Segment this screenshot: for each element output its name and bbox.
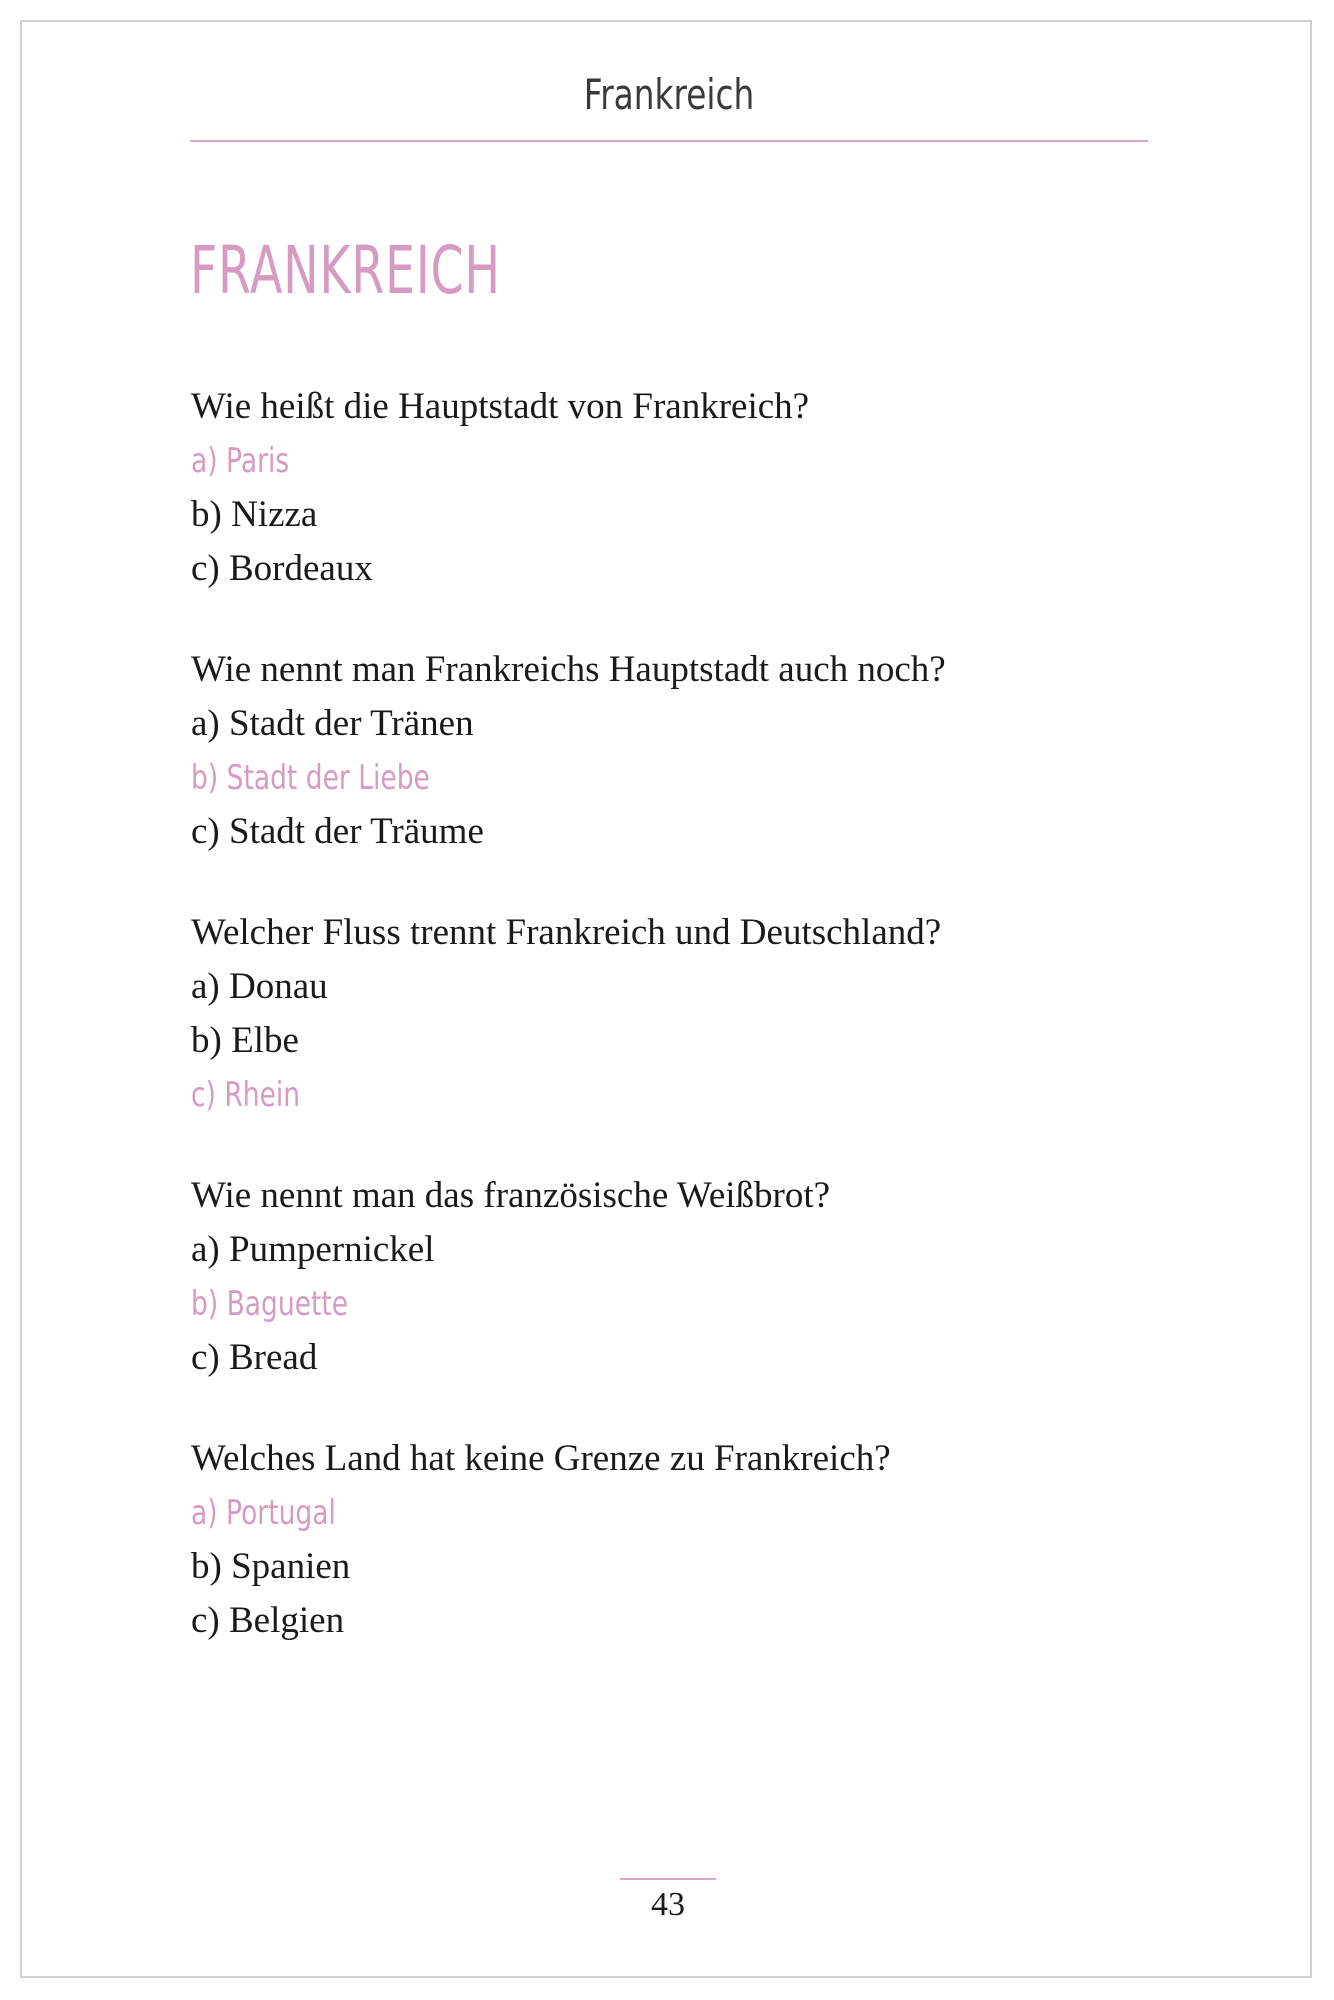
question-block — [191, 906, 1141, 1122]
question-block — [191, 643, 1141, 859]
correct-answer-option: a) Portugal — [191, 1493, 336, 1533]
answer-option: a) Stadt der Tränen — [191, 703, 474, 744]
question-text: Wie nennt man Frankreichs Hauptstadt auch noch? — [191, 649, 946, 690]
answer-option: a) Pumpernickel — [191, 1229, 435, 1270]
answer-option: c) Bread — [191, 1337, 318, 1378]
correct-answer-option: a) Paris — [191, 441, 290, 481]
answer-option: b) Spanien — [191, 1546, 351, 1587]
correct-answer-option: b) Baguette — [191, 1284, 349, 1324]
question-list — [191, 380, 1141, 1695]
answer-option: c) Stadt der Träume — [191, 811, 484, 852]
question-text: Welches Land hat keine Grenze zu Frankreich? — [191, 1438, 891, 1479]
answer-option: c) Bordeaux — [191, 548, 373, 589]
correct-answer-option: b) Stadt der Liebe — [191, 758, 430, 798]
answer-option: b) Elbe — [191, 1020, 299, 1061]
question-text: Wie heißt die Hauptstadt von Frankreich? — [191, 386, 810, 427]
answer-option: c) Belgien — [191, 1600, 345, 1641]
question-block — [191, 1169, 1141, 1385]
answer-option: a) Donau — [191, 966, 328, 1007]
chapter-title: FRANKREICH — [190, 232, 501, 309]
correct-answer-option: c) Rhein — [191, 1075, 301, 1115]
running-header: Frankreich — [583, 70, 755, 119]
page-number: 43 — [651, 1886, 685, 1923]
question-block — [191, 1432, 1141, 1648]
question-text: Wie nennt man das französische Weißbrot? — [191, 1175, 831, 1216]
footer-divider — [620, 1878, 716, 1880]
header-divider — [190, 140, 1148, 142]
answer-option: b) Nizza — [191, 494, 318, 535]
question-text: Welcher Fluss trennt Frankreich und Deutschland? — [191, 912, 942, 953]
question-block — [191, 380, 1141, 596]
